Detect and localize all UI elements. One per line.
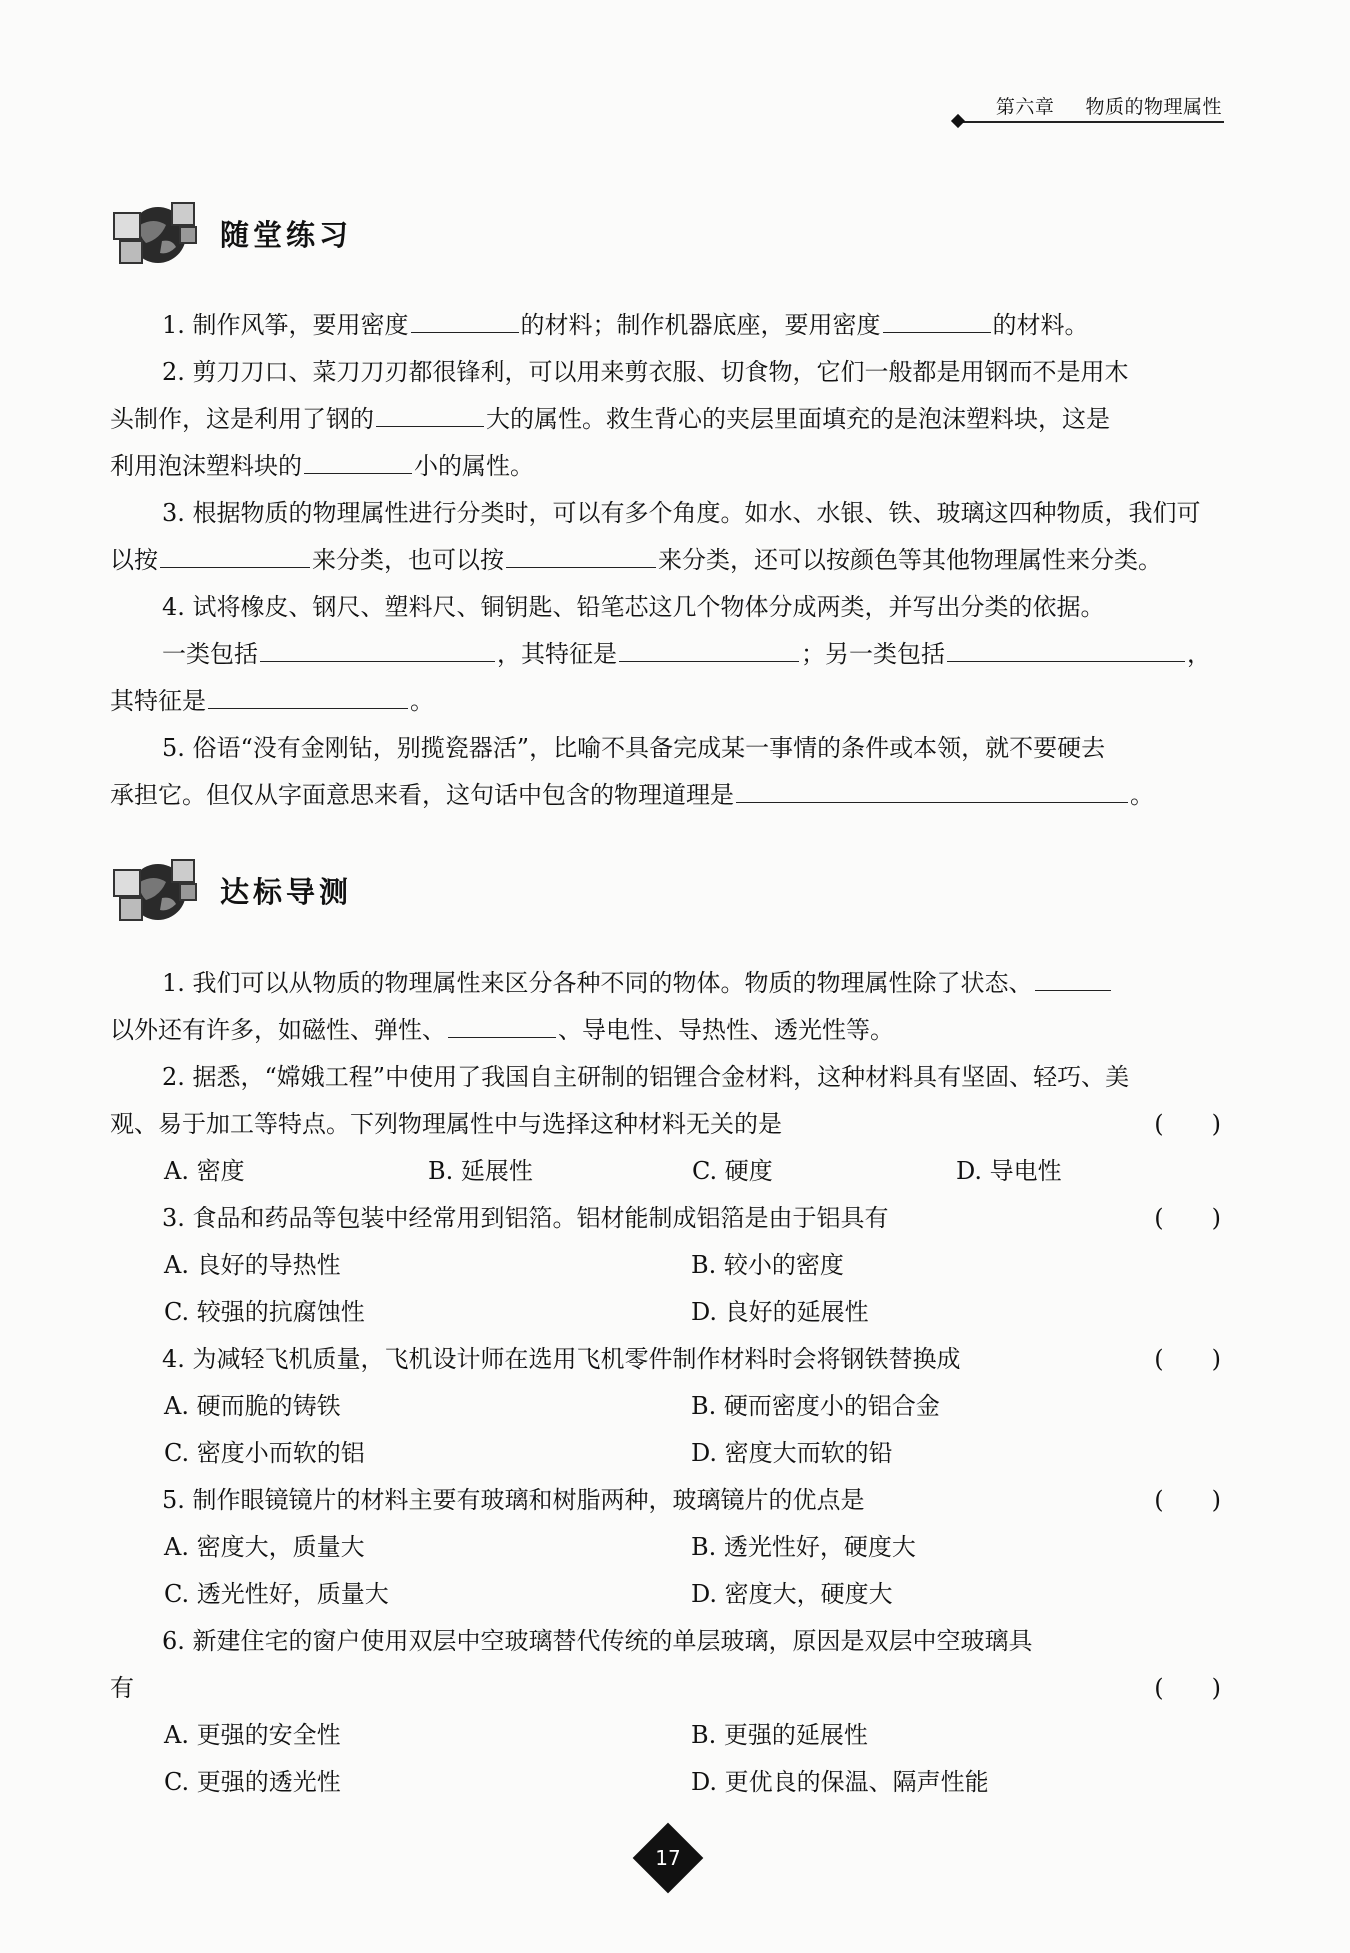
answer-blank[interactable] (208, 678, 408, 709)
option-a[interactable]: A. 密度 (164, 1157, 245, 1185)
answer-blank[interactable] (506, 537, 656, 568)
answer-blank[interactable] (947, 631, 1185, 662)
section-title-practice: 随堂练习 (220, 218, 353, 252)
answer-blank[interactable] (376, 396, 484, 427)
chapter-header (996, 92, 1222, 119)
test-q3-options-ab (110, 1242, 1225, 1289)
option-b[interactable]: B. 延展性 (428, 1157, 533, 1185)
header-rule (962, 121, 1224, 123)
answer-blank[interactable] (1035, 960, 1111, 991)
test-q1-line1: 1. 我们可以从物质的物理属性来区分各种不同的物体。物质的物理属性除了状态、 (110, 960, 1225, 1007)
section-header-practice (110, 195, 510, 275)
answer-blank[interactable] (160, 537, 310, 568)
chapter-number: 第六章 (995, 96, 1055, 118)
practice-q3-line2: 以按 来分类，也可以按 来分类，还可以按颜色等其他物理属性来分类。 (110, 537, 1225, 584)
test-q5-options-ab (110, 1524, 1225, 1571)
test-q6-options-cd (110, 1759, 1225, 1806)
answer-blank[interactable] (304, 443, 412, 474)
test-q3-options-cd (110, 1289, 1225, 1336)
section-title-test: 达标导测 (220, 875, 353, 909)
test-q4-line1: 4. 为减轻飞机质量，飞机设计师在选用飞机零件制作材料时会将钢铁替换成 ( ) (110, 1336, 1225, 1383)
practice-q4-line1: 4. 试将橡皮、钢尺、塑料尺、铜钥匙、铅笔芯这几个物体分成两类，并写出分类的依据。 (162, 593, 1105, 621)
test-q6-line2: 有 ( ) (110, 1665, 1225, 1712)
answer-blank[interactable] (619, 631, 799, 662)
answer-parentheses[interactable]: ( ) (1154, 1674, 1221, 1702)
option-c[interactable]: C. 硬度 (692, 1157, 773, 1185)
page-number: 17 (655, 1846, 681, 1870)
practice-q2-line2: 头制作，这是利用了钢的 大的属性。救生背心的夹层里面填充的是泡沫塑料块，这是 (110, 396, 1225, 443)
option-c[interactable]: C. 更强的透光性 (164, 1768, 341, 1796)
option-b[interactable]: B. 硬而密度小的铝合金 (691, 1392, 940, 1420)
test-q4-options-cd (110, 1430, 1225, 1477)
practice-q5-line1: 5. 俗语“没有金刚钻，别揽瓷器活”，比喻不具备完成某一事情的条件或本领，就不要硬去 (162, 734, 1106, 762)
option-d[interactable]: D. 更优良的保温、隔声性能 (691, 1768, 989, 1796)
practice-q4-line2: 一类包括 ，其特征是 ；另一类包括 ， (110, 631, 1225, 678)
test-q6-options-ab (110, 1712, 1225, 1759)
option-d[interactable]: D. 密度大，硬度大 (691, 1580, 893, 1608)
answer-blank[interactable] (883, 302, 991, 333)
option-c[interactable]: C. 密度小而软的铝 (164, 1439, 365, 1467)
answer-parentheses[interactable]: ( ) (1154, 1110, 1221, 1138)
test-q3-line1: 3. 食品和药品等包装中经常用到铝箔。铝材能制成铝箔是由于铝具有 ( ) (110, 1195, 1225, 1242)
option-a[interactable]: A. 良好的导热性 (164, 1251, 341, 1279)
chapter-title: 物质的物理属性 (1085, 96, 1222, 118)
option-d[interactable]: D. 导电性 (956, 1157, 1062, 1185)
option-d[interactable]: D. 密度大而软的铅 (691, 1439, 893, 1467)
option-a[interactable]: A. 密度大，质量大 (164, 1533, 365, 1561)
test-q5-line1: 5. 制作眼镜镜片的材料主要有玻璃和树脂两种，玻璃镜片的优点是 ( ) (110, 1477, 1225, 1524)
globe-cubes-icon (110, 852, 206, 932)
test-q2-line2: 观、易于加工等特点。下列物理属性中与选择这种材料无关的是 ( ) (110, 1101, 1225, 1148)
answer-blank[interactable] (736, 772, 1128, 803)
section-header-test (110, 852, 510, 932)
practice-q4-line3: 其特征是 。 (110, 678, 1225, 725)
option-a[interactable]: A. 硬而脆的铸铁 (164, 1392, 341, 1420)
answer-blank[interactable] (411, 302, 519, 333)
test-q2-options (110, 1148, 1225, 1195)
test-q5-options-cd (110, 1571, 1225, 1618)
test-q1-line2: 以外还有许多，如磁性、弹性、 、导电性、导热性、透光性等。 (110, 1007, 1225, 1054)
option-c[interactable]: C. 透光性好，质量大 (164, 1580, 389, 1608)
answer-blank[interactable] (448, 1007, 556, 1038)
option-b[interactable]: B. 透光性好，硬度大 (691, 1533, 916, 1561)
test-q2-line1: 2. 据悉，“嫦娥工程”中使用了我国自主研制的铝锂合金材料，这种材料具有坚固、轻巧、美 (162, 1063, 1130, 1091)
answer-parentheses[interactable]: ( ) (1154, 1486, 1221, 1514)
practice-q5-line2: 承担它。但仅从字面意思来看，这句话中包含的物理道理是 。 (110, 772, 1225, 819)
option-b[interactable]: B. 更强的延展性 (691, 1721, 868, 1749)
answer-parentheses[interactable]: ( ) (1154, 1204, 1221, 1232)
header-diamond-icon (951, 114, 965, 128)
option-d[interactable]: D. 良好的延展性 (691, 1298, 869, 1326)
answer-blank[interactable] (260, 631, 495, 662)
practice-q2-line3: 利用泡沫塑料块的 小的属性。 (110, 443, 1225, 490)
option-c[interactable]: C. 较强的抗腐蚀性 (164, 1298, 365, 1326)
test-q4-options-ab (110, 1383, 1225, 1430)
test-q6-line1: 6. 新建住宅的窗户使用双层中空玻璃替代传统的单层玻璃，原因是双层中空玻璃具 (162, 1627, 1033, 1655)
practice-questions (110, 302, 1225, 819)
practice-q1: 1. 制作风筝，要用密度 的材料；制作机器底座，要用密度 的材料。 (110, 302, 1225, 349)
test-questions (110, 960, 1225, 1806)
globe-cubes-icon (110, 195, 206, 275)
practice-q2-line1: 2. 剪刀刀口、菜刀刀刃都很锋利，可以用来剪衣服、切食物，它们一般都是用钢而不是用木 (162, 358, 1129, 386)
practice-q3-line1: 3. 根据物质的物理属性进行分类时，可以有多个角度。如水、水银、铁、玻璃这四种物质，我们可 (162, 499, 1201, 527)
answer-parentheses[interactable]: ( ) (1154, 1345, 1221, 1373)
option-b[interactable]: B. 较小的密度 (691, 1251, 844, 1279)
option-a[interactable]: A. 更强的安全性 (164, 1721, 341, 1749)
